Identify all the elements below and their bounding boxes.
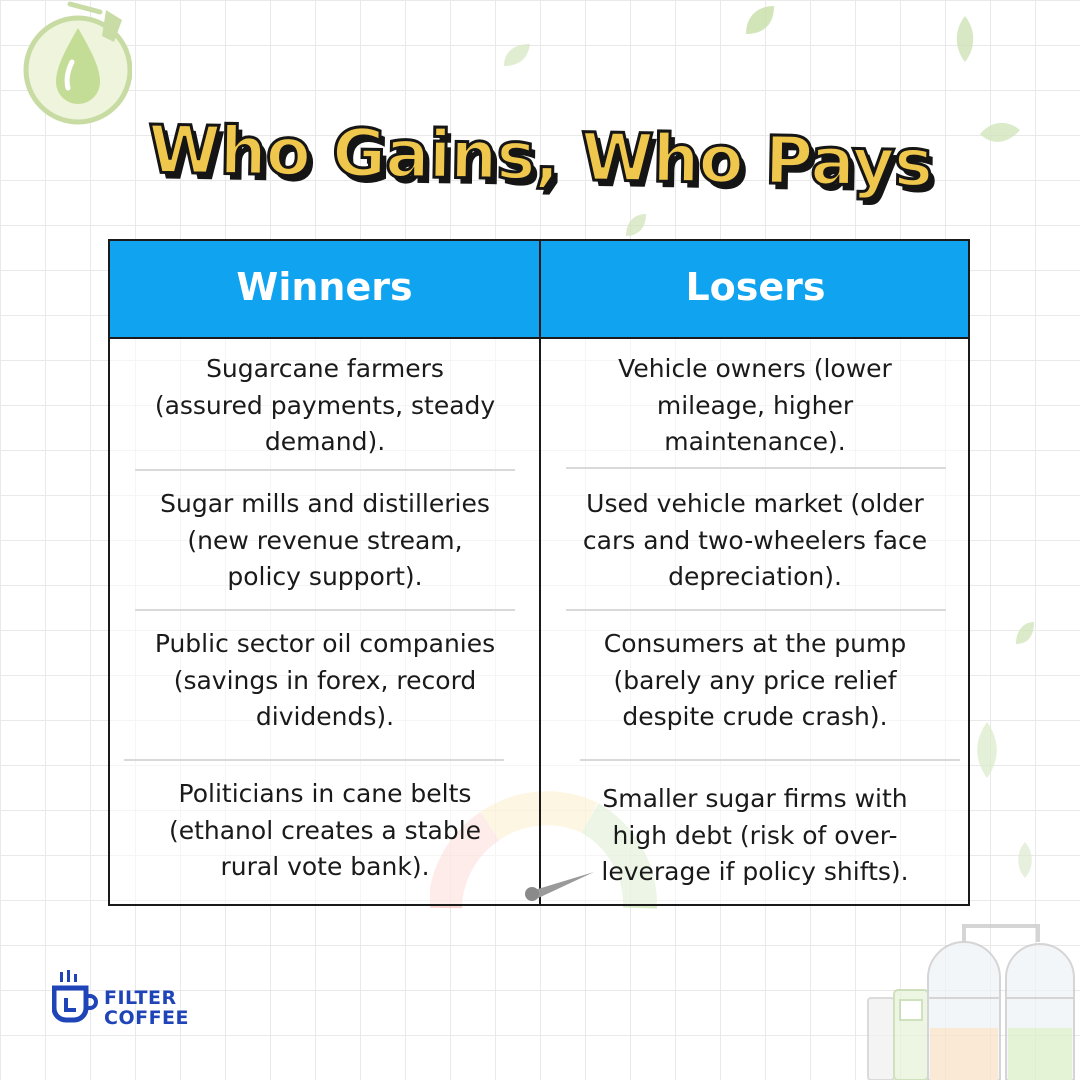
loser-item: Consumers at the pump (barely any price relief despite crude crash).: [603, 629, 907, 731]
brand-name-line2: COFFEE: [104, 1007, 190, 1029]
page-title: Who Gains, Who Pays: [147, 111, 933, 202]
refinery-icon: [866, 918, 1080, 1080]
winner-item: Public sector oil companies (savings in forex, record dividends).: [154, 629, 496, 731]
coffee-cup-icon: [52, 970, 98, 1028]
winner-item: Sugar mills and distilleries (new revenue stream, policy support).: [160, 489, 490, 591]
header-losers: Losers: [685, 265, 826, 309]
winner-item: Politicians in cane belts (ethanol creates a stable rural vote bank).: [168, 779, 482, 881]
loser-item: Smaller sugar firms with high debt (risk of over- leverage if policy shifts).: [601, 784, 909, 886]
leaf-icon: [500, 40, 534, 70]
loser-item: Vehicle owners (lower mileage, higher maintenance).: [618, 354, 892, 456]
brand-name-line1: FILTER: [104, 987, 177, 1009]
leaf-icon: [1012, 618, 1038, 648]
row-divider: [135, 469, 515, 471]
row-divider: [580, 759, 960, 761]
row-divider: [566, 467, 946, 469]
row-divider: [135, 609, 515, 611]
winners-losers-table: [108, 239, 970, 906]
leaf-icon: [950, 14, 980, 64]
leaf-icon: [622, 210, 650, 240]
leaf-icon: [970, 720, 1004, 780]
header-winners: Winners: [236, 265, 413, 309]
leaf-icon: [740, 0, 780, 40]
row-divider: [124, 759, 504, 761]
leaf-icon: [1010, 840, 1040, 880]
gauge-needle-icon: [520, 862, 600, 902]
row-divider: [566, 609, 946, 611]
winner-item: Sugarcane farmers (assured payments, steady demand).: [154, 354, 496, 456]
column-divider: [539, 241, 541, 904]
loser-item: Used vehicle market (older cars and two-wheelers face depreciation).: [582, 489, 928, 591]
